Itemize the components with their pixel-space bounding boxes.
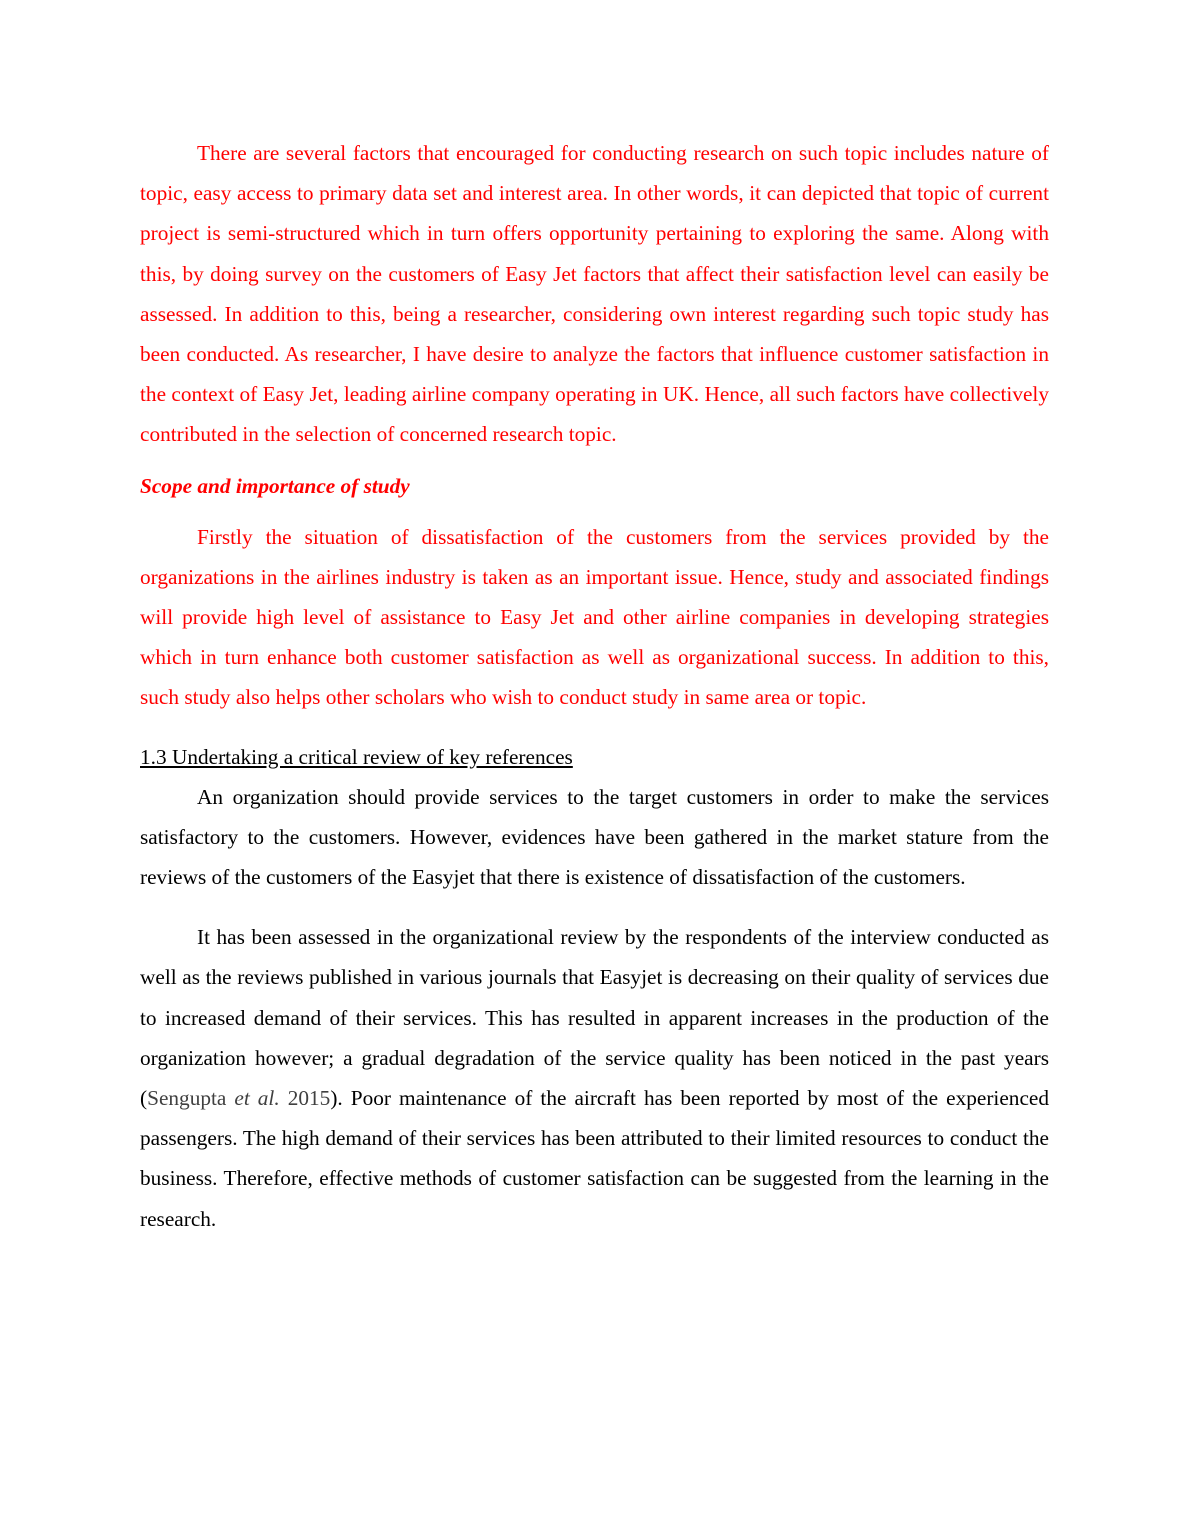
citation-author: Sengupta <box>147 1086 235 1111</box>
paragraph-research-motivation: There are several factors that encouraged for conducting research on such topic includes nature of topic, easy access to primary data set and interest area. In other words, it can depicted that topic of current project is semi-structured which in turn offers opportunity pertaining to exploring the same. Along with this, by doing survey on the customers of Easy Jet factors that affect their satisfaction level can easily be assessed. In addition to this, being a researcher, considering own interest regarding such topic study has been conducted. As researcher, I have desire to analyze the factors that influence customer satisfaction in the context of Easy Jet, leading airline company operating in UK. Hence, all such factors have collectively contributed in the selection of concerned research topic. <box>140 141 1049 447</box>
paragraph-scope: Firstly the situation of dissatisfaction of the customers from the services provided by the organizations in the airlines industry is taken as an important issue. Hence, study and associated findings will provide high level of assistance to Easy Jet and other airline companies in developing strategies which in turn enhance both customer satisfaction as well as organizational success. In addition to this, such study also helps other scholars who wish to conduct study in same area or topic. <box>140 524 1049 710</box>
section-heading-critical-review: 1.3 Undertaking a critical review of key references <box>140 744 573 769</box>
document-page <box>140 133 1049 1239</box>
citation <box>147 1086 330 1110</box>
paragraph-organizational-review <box>140 917 1049 1239</box>
citation-year: 2015 <box>279 1086 331 1111</box>
paragraph-text-before-citation: It has been assessed in the organizational review by the respondents of the interview conducted as well as the reviews published in various journals that Easyjet is decreasing on their quality of services due to increased demand of their services. This has resulted in apparent increases in the production of the organization however; a gradual degradation of the service quality has been noticed in the past years ( <box>140 925 1049 1111</box>
paragraph-customer-dissatisfaction: An organization should provide services to the target customers in order to make the services satisfactory to the customers. However, evidences have been gathered in the market stature from the reviews of the customers of the Easyjet that there is existence of dissatisfaction of the customers. <box>140 784 1049 890</box>
scope-heading: Scope and importance of study <box>140 473 410 498</box>
citation-et-al: et al. <box>234 1086 280 1111</box>
paragraph-text-after-citation: ). Poor maintenance of the aircraft has been reported by most of the experienced passengers. The high demand of their services has been attributed to their limited resources to conduct the business. Therefore, effective methods of customer satisfaction can be suggested from the learning in the research. <box>140 1086 1049 1231</box>
